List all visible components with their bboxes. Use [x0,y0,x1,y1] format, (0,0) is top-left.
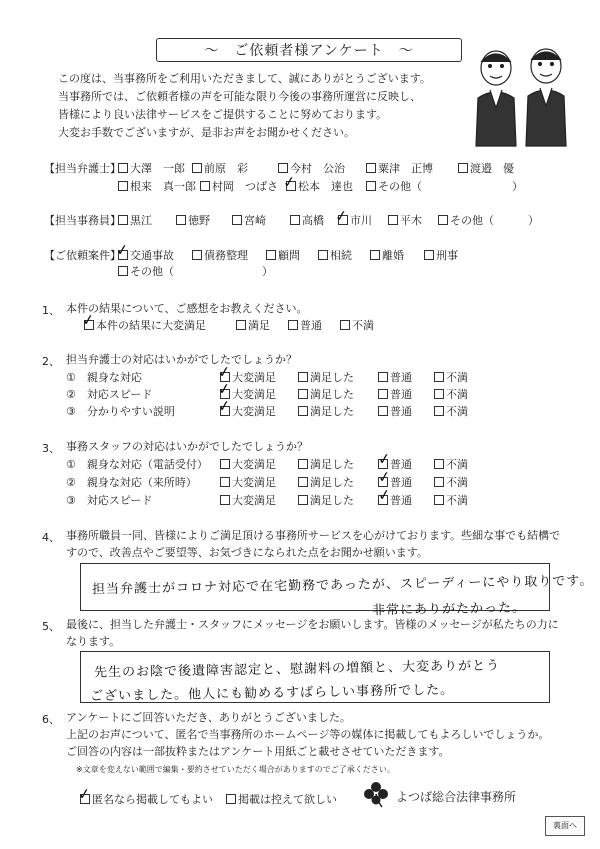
back-page-label[interactable]: 裏面へ [545,816,585,836]
q2-option[interactable]: 不満 [434,388,468,402]
lawyer-option[interactable]: 今村 公治 [278,162,345,176]
staff-option[interactable]: 平木 [388,214,422,228]
q3-option[interactable]: 不満 [434,458,468,472]
q3-option[interactable]: 満足した [298,494,354,508]
check-mark-icon: ✓ [376,485,392,505]
q3-option[interactable]: 大変満足 [220,494,276,508]
intro-line: 皆様により良い法律サービスをご提供することに努めております。 [58,108,388,121]
staff-option-other[interactable]: その他（ [438,214,494,228]
q6-number: 6、 [42,713,60,726]
lawyer-option-other[interactable]: その他（ [366,180,422,194]
q5-answer-line: ございました。他人にも勧めるすばらしい事務所でした。 [89,682,455,705]
check-mark-icon: ✓ [216,362,232,382]
q2-number: 2、 [42,355,60,368]
check-mark-icon: ✓ [216,396,232,416]
lawyer-option[interactable]: 村岡 つばさ [200,180,278,194]
staff-option[interactable]: 高橋 [290,214,324,228]
lawyer-label: 【担当弁護士】 [44,162,121,175]
lawyer-other-close: ） [512,180,523,193]
q2-option-selected[interactable]: 大変満足 [220,388,276,402]
staff-option[interactable]: 徳野 [176,214,210,228]
q2-option[interactable]: 普通 [378,405,412,419]
staff-option[interactable]: 宮崎 [232,214,266,228]
lawyer-option[interactable]: 粟津 正博 [366,162,433,176]
case-option-selected[interactable]: 交通事故 [118,249,174,263]
q5-question-line: 最後に、担当した弁護士・スタッフにメッセージをお願いします。皆様のメッセージが私たちの力に [66,618,559,631]
q4-question-line: すので、改善点やご要望等、お気づきになられた点をお聞かせ願います。 [66,546,428,559]
q6-text-line: アンケートにご回答いただき、ありがとうございました。 [66,711,351,724]
q5-answer-line: 先生のお陰で後遺障害認定と、慰謝料の増額と、大変ありがとう [93,658,501,681]
q4-number: 4、 [42,531,60,544]
q6-text-line: ご回答の内容は一部抜粋またはアンケート用紙ごと載せさせていただきます。 [66,745,450,758]
q4-question-line: 事務所職員一同、皆様によりご満足頂ける事務所サービスを心がけております。些細な事でも結構で [66,529,561,542]
intro-line: 当事務所では、ご依頼者様の声を可能な限り今後の事務所運営に反映し、 [58,90,421,103]
intro-text [58,70,431,142]
check-mark-icon: ✓ [333,206,349,226]
q1-option-selected[interactable]: 本件の結果に大変満足 [84,319,206,333]
q5-question-line: なります。 [66,635,121,648]
check-mark-icon: ✓ [376,467,392,487]
case-option[interactable]: 離婚 [370,249,404,263]
firm-name: よつば総合法律事務所 [396,790,517,804]
check-mark-icon: ✓ [281,172,297,192]
staff-option-selected[interactable]: 市川 [338,214,372,228]
case-option-other[interactable]: その他（ [118,265,174,279]
q3-option-selected[interactable]: 普通 [378,494,412,508]
lawyer-option[interactable]: 大澤 一郎 [118,162,185,176]
q2-option[interactable]: 不満 [434,371,468,385]
intro-line: 大変お手数でございますが、是非お声をお聞かせください。 [58,126,355,139]
publish-ok-option-selected[interactable]: 匿名なら掲載してもよい [80,793,213,807]
check-mark-icon: ✓ [376,449,392,469]
case-option[interactable]: 顧問 [266,249,300,263]
q2-option-selected[interactable]: 大変満足 [220,371,276,385]
q3-option[interactable]: 満足した [298,476,354,490]
q3-row-label: ③ 対応スピード [66,494,153,507]
q1-option[interactable]: 普通 [288,319,322,333]
q2-option[interactable]: 満足した [298,371,354,385]
q2-option[interactable]: 不満 [434,405,468,419]
q4-answer-line: 非常にありがたかった。 [371,600,527,619]
case-option[interactable]: 刑事 [424,249,458,263]
q3-option-selected[interactable]: 普通 [378,458,412,472]
q3-option[interactable]: 大変満足 [220,476,276,490]
q3-row-label: ② 親身な対応（来所時） [66,476,197,489]
case-option[interactable]: 債務整理 [192,249,248,263]
clover-logo-icon [362,780,390,808]
q1-option[interactable]: 不満 [340,319,374,333]
staff-option[interactable]: 黒江 [118,214,152,228]
staff-label: 【担当事務員】 [44,214,121,227]
lawyer-option-selected[interactable]: 松本 達也 [286,180,353,194]
q1-question: 本件の結果について、ご感想をお教えください。 [66,302,308,315]
lawyer-option[interactable]: 渡邉 優 [458,162,514,176]
publish-decline-option[interactable]: 掲載は控えて欲しい [226,793,337,807]
q2-option[interactable]: 満足した [298,388,354,402]
lawyer-option[interactable]: 前原 彩 [192,162,248,176]
q1-option[interactable]: 満足 [236,319,270,333]
check-mark-icon: ✓ [80,310,96,330]
intro-line: この度は、当事務所をご利用いただきまして、誠にありがとうございます。 [58,72,431,85]
q2-option[interactable]: 普通 [378,388,412,402]
check-mark-icon: ✓ [76,784,92,804]
q2-option-selected[interactable]: 大変満足 [220,405,276,419]
survey-title: 〜 ご依頼者様アンケート 〜 [156,38,462,62]
q1-number: 1、 [42,304,60,317]
q2-option[interactable]: 満足した [298,405,354,419]
q2-row-label: ① 親身な対応 [66,371,142,384]
q2-option[interactable]: 普通 [378,371,412,385]
staff-other-close: ） [528,214,539,227]
case-option[interactable]: 相続 [318,249,352,263]
q3-option[interactable]: 満足した [298,458,354,472]
q3-number: 3、 [42,442,60,455]
q5-number: 5、 [42,620,60,633]
case-other-close: ） [262,265,273,278]
q4-answer-line: 担当弁護士がコロナ対応で在宅勤務であったが、スピーディーにやり取りです。 [91,573,594,598]
q3-row-label: ① 親身な対応（電話受付） [66,458,208,471]
lawyer-option[interactable]: 根来 真一郎 [118,180,196,194]
case-label: 【ご依頼案件】 [44,249,121,262]
q2-question: 担当弁護士の対応はいかがでしたでしょうか？ [66,353,297,366]
q3-option-selected[interactable]: 普通 [378,476,412,490]
check-mark-icon: ✓ [216,379,232,399]
q3-option[interactable]: 不満 [434,476,468,490]
q6-note: ※文章を変えない範囲で編集・要約させていただく場合がありますのでご了承ください。 [76,765,395,774]
q6-text-line: 上記のお声について、匿名で当事務所のホームページ等の媒体に掲載してもよろしいでしょうか。 [66,728,550,741]
q2-row-label: ③ 分かりやすい説明 [66,405,175,418]
q2-row-label: ② 対応スピード [66,388,153,401]
q3-question: 事務スタッフの対応はいかがでしたでしょうか？ [66,440,308,453]
q3-option[interactable]: 大変満足 [220,458,276,472]
check-mark-icon: ✓ [114,240,130,260]
lawyers-illustration-icon [462,46,582,148]
q3-option[interactable]: 不満 [434,494,468,508]
